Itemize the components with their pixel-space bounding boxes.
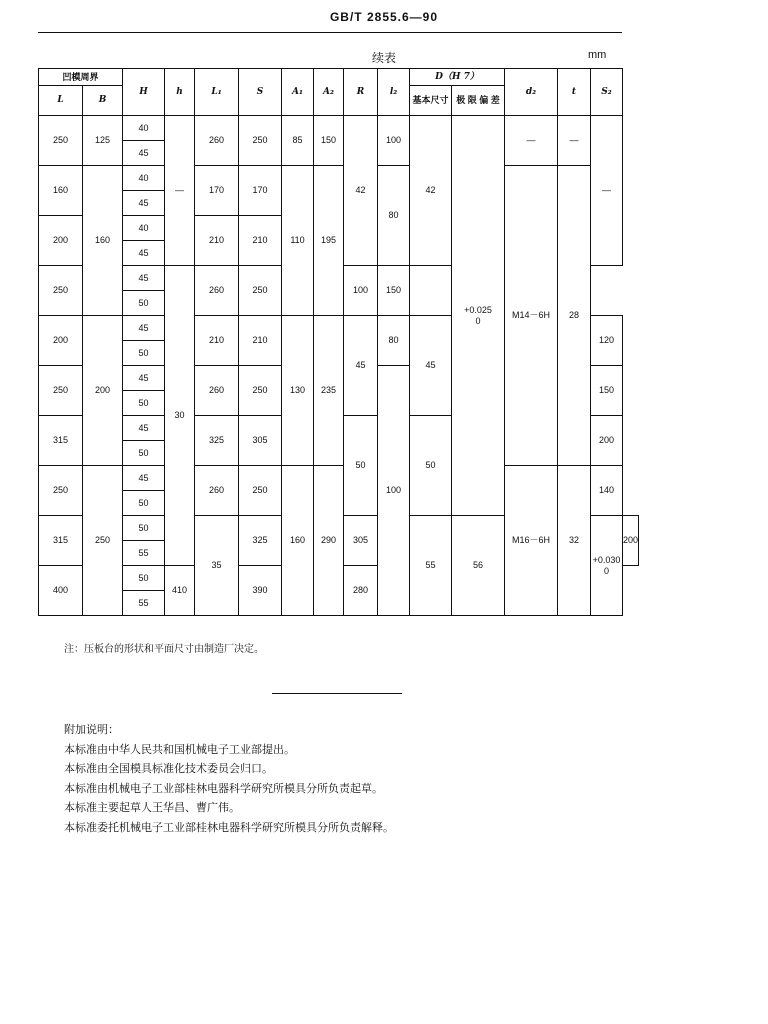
header-S2: S₂: [591, 69, 623, 116]
header-t: t: [558, 69, 591, 116]
table-row: 200 200 45 210 210 130 235 45 80 45 120: [39, 316, 639, 341]
header-L1: L₁: [195, 69, 239, 116]
header-l2: l₂: [378, 69, 410, 116]
table-row: 315 50 35 325 305 55 56 +0.030 0 200: [39, 516, 639, 541]
table-row: 250 45 260 250 100 150: [39, 366, 639, 391]
header-D-deviation: 极 限 偏 差: [452, 86, 505, 116]
header-A1: A₁: [282, 69, 314, 116]
table-note: 注：压板台的形状和平面尺寸由制造厂决定。: [64, 644, 264, 655]
continued-label: 续表: [371, 51, 396, 65]
header-A2: A₂: [314, 69, 344, 116]
additional-title: 附加说明：: [64, 723, 119, 736]
header-die-perimeter: 凹模周界: [39, 69, 123, 86]
additional-line: 本标准主要起草人王华昌、曹广伟。: [64, 801, 240, 814]
header-h: h: [165, 69, 195, 116]
additional-notes: [64, 720, 394, 837]
additional-line: 本标准委托机械电子工业部桂林电器科学研究所模具分所负责解释。: [64, 820, 394, 834]
header-B: B: [83, 86, 123, 116]
table-row: 250 125 40 — 260 250 85 150 42 100 42 +0.025 0 — — —: [39, 116, 639, 141]
unit-label: mm: [588, 49, 607, 61]
header-d2: d₂: [505, 69, 558, 116]
header-rule: [38, 32, 622, 33]
table-row: 160 160 40 170 170 110 195 80 M14－6H 28: [39, 166, 639, 191]
table-row: 250 45 30 260 250 100 150: [39, 266, 639, 291]
header-L: L: [39, 86, 83, 116]
header-D-basic: 基本尺寸: [410, 86, 452, 116]
table-row: 315 45 325 305 50 50 200: [39, 416, 639, 441]
header-D: D（H 7）: [410, 69, 505, 86]
additional-line: 本标准由中华人民共和国机械电子工业部提出。: [64, 742, 295, 756]
header-H: H: [123, 69, 165, 116]
dimension-table: 凹模周界 H h L₁ S A₁ A₂ R l₂ D（H 7） d₂ t S₂ L B 基本尺寸 极 限 偏 差 250 125 40 — 260 250 85 150 42 100 42 +0.025 0 — — — 45 160 160 40 170 170 110 195 80 M14－6H 28 45 200 40 210 210 45 250 45 30 260 250 100 150 50 200 200 45 210 210 130 235 45 80 45 120 50 250 45 260 250 100 150 50 315 45 325 305 50 50 200 50 250 250 45 260 250 160 290 M16－6H 32 140 50 315 50 35 325 305 55 56 +0.030 0 200 55 400 50 410 390 280 55: [38, 68, 639, 616]
additional-line: 本标准由机械电子工业部桂林电器科学研究所模具分所负责起草。: [64, 781, 383, 795]
header-R: R: [344, 69, 378, 116]
table-row: 250 250 45 260 250 160 290 M16－6H 32 140: [39, 466, 639, 491]
header-S: S: [239, 69, 282, 116]
standard-code: GB/T 2855.6—90: [329, 10, 439, 24]
table-row: 200 40 210 210: [39, 216, 639, 241]
additional-line: 本标准由全国模具标准化技术委员会归口。: [64, 762, 273, 775]
table-row: 400 50 410 390 280: [39, 566, 639, 591]
separator-line: [272, 693, 402, 694]
